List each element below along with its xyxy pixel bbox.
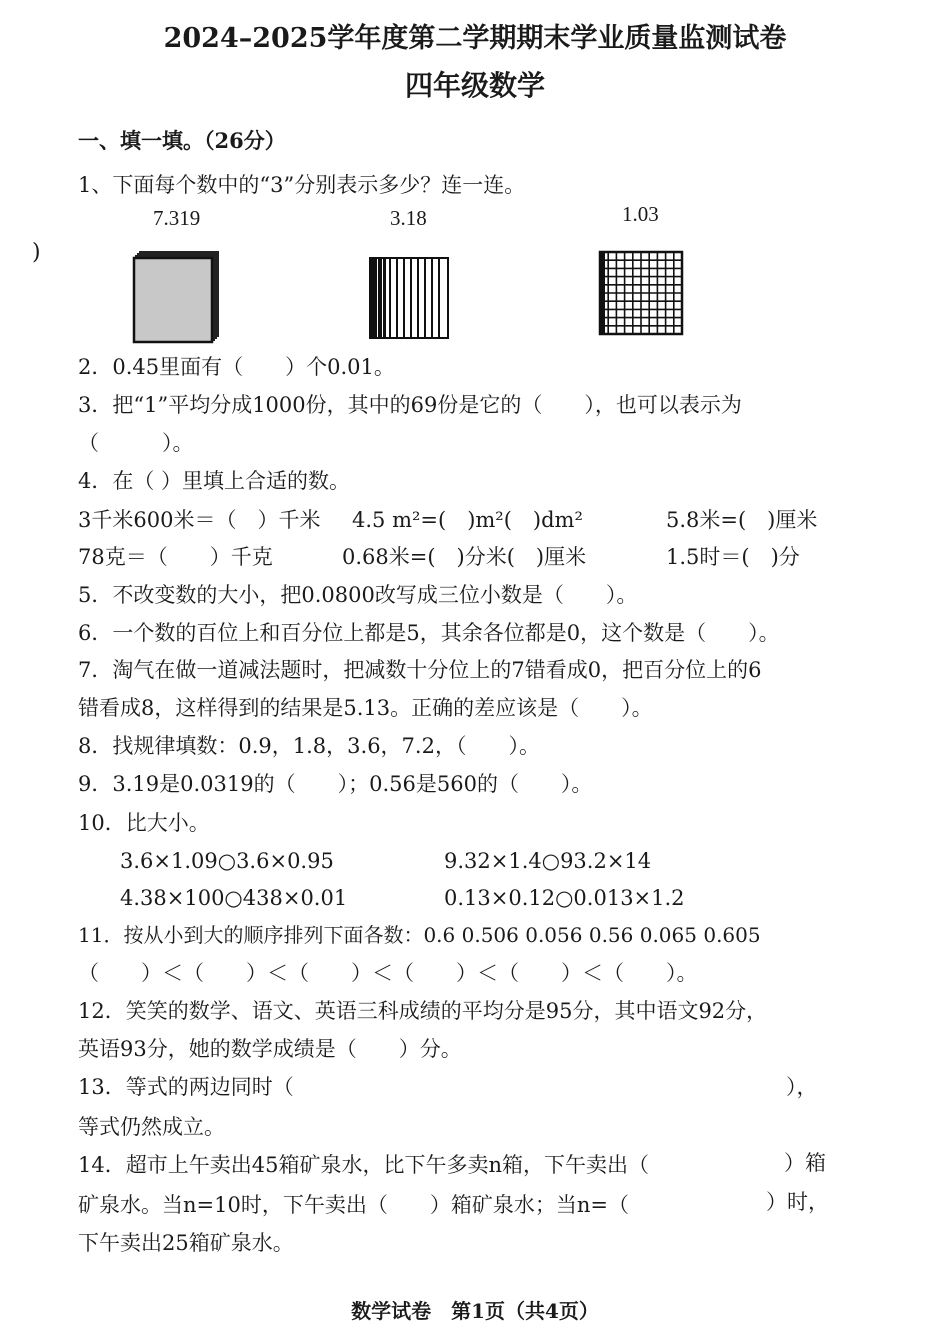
question-8-text: 8．找规律填数：0.9，1.8，3.6，7.2，（ ）。 [78, 734, 540, 758]
question-2-text: 2．0.45里面有（ ）个0.01。 [78, 355, 395, 379]
q10-compare-1: 3.6×1.09○3.6×0.95 [120, 849, 334, 873]
question-6-text: 6．一个数的百位上和百分位上都是5，其余各位都是0，这个数是（ ）。 [78, 621, 780, 645]
q10-compare-2: 9.32×1.4○93.2×14 [444, 849, 652, 873]
question-11-line2: （ ）＜（ ）＜（ ）＜（ ）＜（ ）＜（ ）。 [78, 961, 698, 985]
q4-row2-item3: 1.5时＝( )分 [666, 545, 800, 569]
question-12-line1: 12．笑笑的数学、语文、英语三科成绩的平均分是95分，其中语文92分， [78, 999, 768, 1023]
q1-figure-stacked-squares [128, 248, 224, 346]
q4-row2-item2: 0.68米=( )分米( )厘米 [342, 545, 587, 569]
q1-number-c: 1.03 [622, 202, 659, 226]
question-10-text: 10．比大小。 [78, 811, 210, 835]
question-13-line1-left: 13．等式的两边同时（ [78, 1075, 294, 1099]
q10-compare-3: 4.38×100○438×0.01 [120, 886, 348, 910]
question-1-text: 1、下面每个数中的“3”分别表示多少？连一连。 [78, 173, 526, 197]
question-7-line2: 错看成8，这样得到的结果是5.13。正确的差应该是（ ）。 [78, 696, 653, 720]
question-13-line2: 等式仍然成立。 [78, 1115, 225, 1139]
q10-compare-4: 0.13×0.12○0.013×1.2 [444, 886, 685, 910]
question-5-text: 5．不改变数的大小，把0.0800改写成三位小数是（ ）。 [78, 583, 638, 607]
q1-figure-hundred-grid [598, 250, 686, 338]
exam-subtitle: 四年级数学 [404, 69, 545, 102]
question-11-line1: 11．按从小到大的顺序排列下面各数：0.6 0.506 0.056 0.56 0.065 0.605 [78, 923, 761, 947]
question-14-line1-right: ）箱 [784, 1151, 826, 1175]
question-7-line1: 7．淘气在做一道减法题时，把减数十分位上的7错看成0，把百分位上的6 [78, 658, 762, 682]
stray-mark: ) [32, 240, 41, 265]
question-4-text: 4．在（ ）里填上合适的数。 [78, 469, 351, 493]
question-13-line1-right: ）， [786, 1075, 818, 1099]
question-3-line1: 3．把“1”平均分成1000份，其中的69份是它的（ ），也可以表示为 [78, 393, 742, 417]
q1-number-b: 3.18 [390, 206, 427, 230]
q1-figure-vertical-strips [368, 256, 450, 340]
q4-row1-item1: 3千米600米＝（ ）千米 [78, 508, 321, 532]
question-9-text: 9．3.19是0.0319的（ ）；0.56是560的（ ）。 [78, 772, 593, 796]
question-3-line2: （ ）。 [78, 431, 194, 455]
q4-row2-item1: 78克＝（ ）千克 [78, 545, 273, 569]
exam-title: 2024–2025学年度第二学期期末学业质量监测试卷 [163, 23, 787, 54]
question-14-line1-left: 14．超市上午卖出45箱矿泉水，比下午多卖n箱，下午卖出（ [78, 1153, 649, 1177]
q4-row1-item2: 4.5 m²=( )m²( )dm² [352, 508, 583, 532]
question-14-line2-left: 矿泉水。当n=10时，下午卖出（ ）箱矿泉水；当n=（ [78, 1193, 629, 1217]
q1-number-a: 7.319 [153, 206, 201, 230]
question-14-line3: 下午卖出25箱矿泉水。 [78, 1231, 294, 1255]
question-14-line2-right: ）时， [766, 1190, 829, 1214]
section-heading: 一、填一填。（26分） [78, 128, 286, 153]
question-12-line2: 英语93分，她的数学成绩是（ ）分。 [78, 1037, 462, 1061]
q4-row1-item3: 5.8米=( )厘米 [666, 508, 818, 532]
page-footer: 数学试卷 第1页（共4页） [351, 1299, 599, 1323]
